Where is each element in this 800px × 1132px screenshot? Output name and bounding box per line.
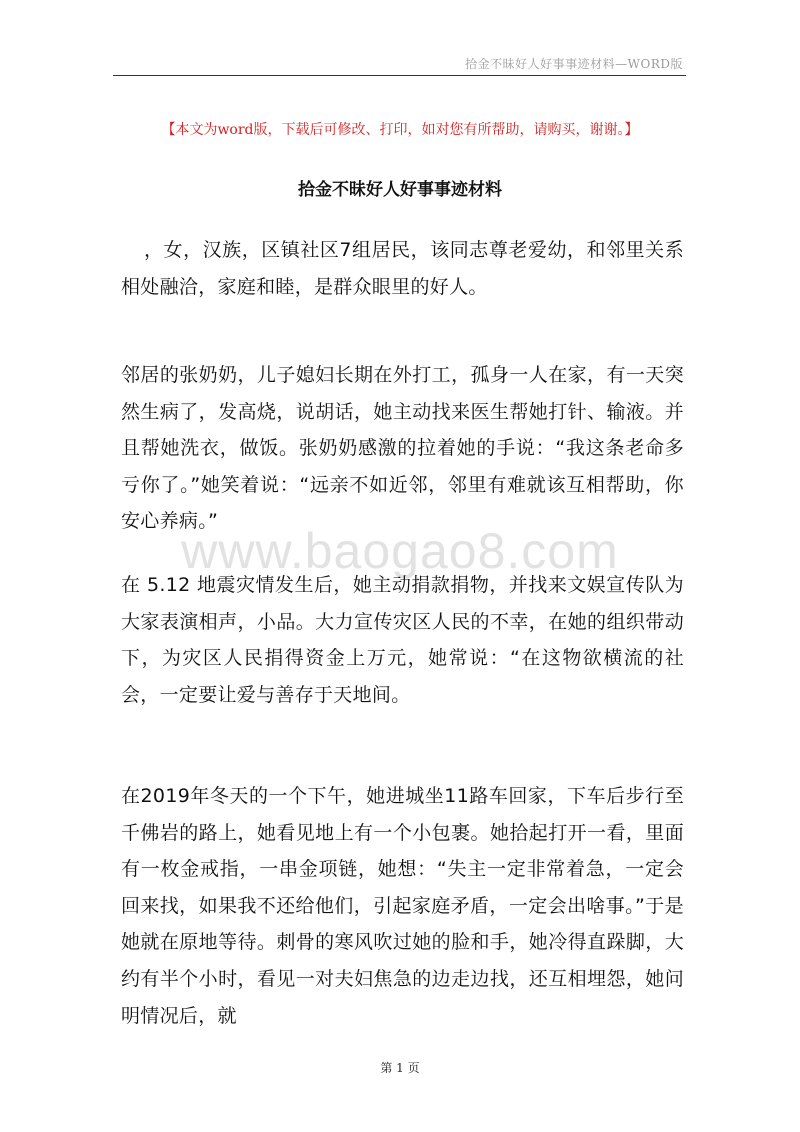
header-divider xyxy=(113,75,686,76)
download-notice: 【本文为word版，下载后可修改、打印，如对您有所帮助，请购买，谢谢。】 xyxy=(161,122,639,138)
document-title: 拾金不昧好人好事事迹材料 xyxy=(298,180,502,200)
body-paragraph-2: 邻居的张奶奶，儿子媳妇长期在外打工，孤身一人在家，有一天突然生病了，发高烧，说胡话，她主动找来医生帮她打针、输液。并且帮她洗衣，做饭。张奶奶感激的拉着她的手说：“我这条老命多亏你了。”她笑着说：“远亲不如近邻，邻里有难就该互相帮助，你安心养病。” xyxy=(121,364,684,533)
watermark-text: www.baogao8.com xyxy=(181,523,619,579)
body-paragraph-4: 在2019年冬天的一个下午，她进城坐11路车回家，下车后步行至千佛岩的路上，她看见地上有一个小包裹。她拾起打开一看，里面有一枚金戒指，一串金项链，她想：“失主一定非常着急，一定会回来找，如果我不还给他们，引起家庭矛盾，一定会出啥事。”于是她就在原地等待。刺骨的寒风吹过她的脸和手，她冷得直跺脚，大约有半个小时，看见一对夫妇焦急的边走边找，还互相埋怨，她问明情况后，就 xyxy=(121,785,684,1027)
page-number: 第 1 页 xyxy=(380,1061,420,1075)
body-paragraph-1: ，女，汉族，区镇社区7组居民，该同志尊老爱幼，和邻里关系相处融洽，家庭和睦，是群众眼里的好人。 xyxy=(121,239,684,298)
running-header: 拾金不昧好人好事事迹材料—WORD版 xyxy=(465,57,683,71)
body-paragraph-3: 在 5.12 地震灾情发生后，她主动捐款捐物，并找来文娱宣传队为大家表演相声，小品。大力宣传灾区人民的不幸，在她的组织带动下，为灾区人民捐得资金上万元，她常说：“在这物欲横流的社会，一定要让爱与善存于天地间。 xyxy=(121,574,684,706)
